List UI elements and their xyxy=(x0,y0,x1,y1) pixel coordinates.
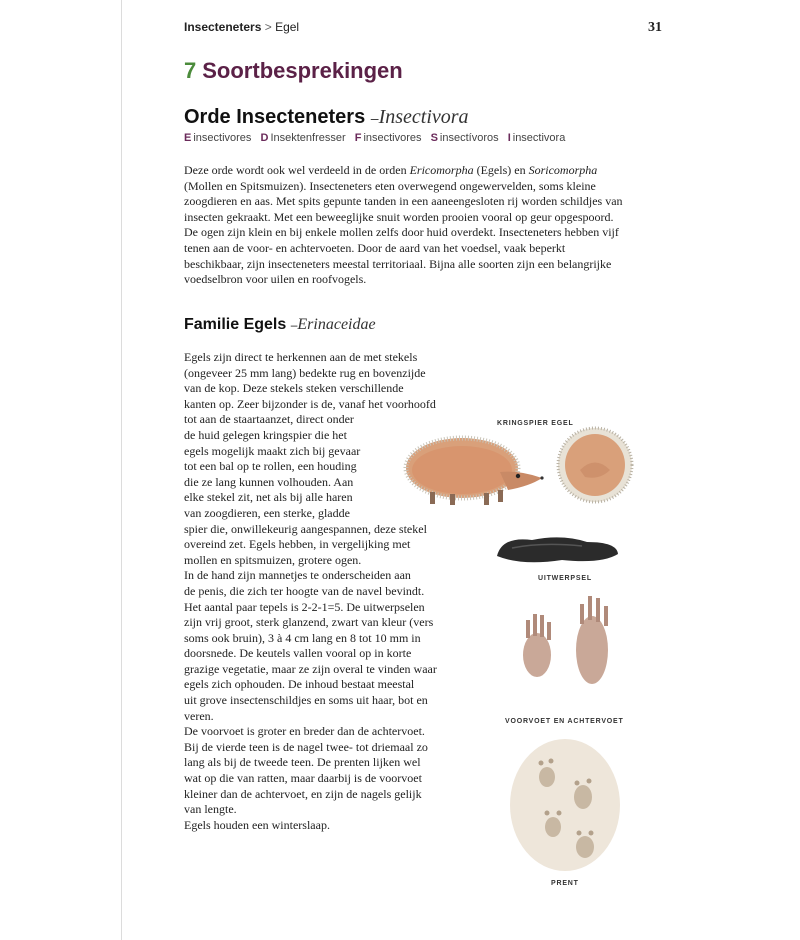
lang-code: F xyxy=(354,132,362,144)
lang-term: insectivores xyxy=(193,132,252,144)
header-section: Insecteneters xyxy=(184,20,262,34)
chapter-number: 7 xyxy=(184,58,197,83)
text-line: De voorvoet is groter en breder dan de achtervoet. xyxy=(184,724,425,739)
text-line: lang als bij de tweede teen. De prenten lijken wel xyxy=(184,755,421,770)
text-line: Bij de vierde teen is de nagel twee- tot driemaal zo xyxy=(184,739,428,754)
text-line: tot een bal op te rollen, een houding xyxy=(184,459,357,474)
text-line: van de kop. Deze stekels steken verschillende xyxy=(184,381,404,396)
text-line: overeind zet. Egels hebben, in vergelijking met xyxy=(184,537,411,552)
order-heading xyxy=(184,106,469,129)
text-line: spier die, onwillekeurig aangespannen, deze stekel xyxy=(184,521,427,536)
curled-hedgehog-illustration xyxy=(555,425,635,505)
text-line: tot aan de staartaanzet, direct onder xyxy=(184,412,354,427)
text-line: In de hand zijn mannetjes te onderscheiden aan xyxy=(184,568,411,583)
text-line: die ze lang kunnen volhouden. Aan xyxy=(184,474,354,489)
text-line: egels zich ophouden. De inhoud bestaat meestal xyxy=(184,677,415,692)
running-header xyxy=(184,20,662,34)
page-number: 31 xyxy=(648,20,662,35)
lang-term: insectivores xyxy=(363,132,422,144)
text-line: soms ook bruin), 3 à 4 cm lang en 8 tot 10 mm in xyxy=(184,630,421,645)
latin-term: Ericomorpha xyxy=(409,163,474,177)
text-line: (ongeveer 25 mm lang) bedekte rug en bovenzijde xyxy=(184,365,426,380)
caption-kringspier: KRINGSPIER EGEL xyxy=(497,420,574,427)
lang-term: insectívoros xyxy=(439,132,499,144)
caption-uitwerpsel: UITWERPSEL xyxy=(538,575,592,582)
text-line: doorsnede. De keutels vallen vooral op in korte xyxy=(184,646,412,661)
text-line: uit grove insectenschildjes en soms uit haar, bot en xyxy=(184,693,428,708)
text-line: Egels houden een winterslaap. xyxy=(184,817,330,832)
text-line: de penis, die zich ter hoogte van de navel bevindt. xyxy=(184,583,425,598)
lang-code: S xyxy=(430,132,438,144)
text-line: zijn vrij groot, sterk glanzend, zwart van kleur (vers xyxy=(184,615,434,630)
text-line: van zoogdieren, een sterke, gladde xyxy=(184,505,350,520)
feet-illustration xyxy=(512,590,622,700)
text-line: egels mogelijk maakt zich bij gevaar xyxy=(184,443,361,458)
text-line: van lengte. xyxy=(184,802,237,817)
text-line: kleiner dan de achtervoet, en zijn de nagels gelijk xyxy=(184,786,422,801)
lang-code: I xyxy=(507,132,511,144)
text-line: veren. xyxy=(184,708,214,723)
caption-voeten: VOORVOET EN ACHTERVOET xyxy=(505,718,624,725)
text-line: Het aantal paar tepels is 2-2-1=5. De uitwerpselen xyxy=(184,599,425,614)
latin-term: Soricomorpha xyxy=(528,163,598,177)
chapter-title: Soortbesprekingen xyxy=(202,58,403,83)
text-line: de huid gelegen kringspier die het xyxy=(184,427,347,442)
text-line: kanten op. Zeer bijzonder is de, vanaf het voorhoofd xyxy=(184,396,436,411)
header-separator: > xyxy=(264,20,272,34)
text-line: wat op die van ratten, maar daarbij is de voorvoet xyxy=(184,771,422,786)
order-dash: – xyxy=(370,110,379,126)
text-line: grazige vegetatie, maar ze zijn overal te vinden waar xyxy=(184,661,437,676)
family-name: Familie Egels xyxy=(184,316,287,333)
family-heading xyxy=(184,316,376,334)
lang-term: Insektenfresser xyxy=(270,132,346,144)
chapter-heading xyxy=(184,58,403,84)
caption-prent: PRENT xyxy=(551,880,579,887)
lang-term: insectivora xyxy=(512,132,566,144)
family-latin-name: Erinaceidae xyxy=(297,316,376,333)
order-name: Orde Insecteneters xyxy=(184,106,366,128)
hedgehog-illustration xyxy=(400,420,550,510)
track-print-illustration xyxy=(505,735,625,875)
lang-code: E xyxy=(184,132,192,144)
text-run: Deze orde wordt ook wel verdeeld in de orden xyxy=(184,163,410,177)
lang-code: D xyxy=(260,132,269,144)
droppings-illustration xyxy=(492,528,622,568)
text-line: mollen en spitsmuizen, grotere ogen. xyxy=(184,552,362,567)
text-line: elke stekel zit, net als bij alle haren xyxy=(184,490,353,505)
text-line: Egels zijn direct te herkennen aan de met stekels xyxy=(184,350,418,364)
text-run: (Egels) en xyxy=(473,163,529,177)
order-translations xyxy=(184,132,571,144)
order-description xyxy=(184,163,624,288)
page-margin-rule xyxy=(121,0,122,940)
text-run: (Mollen en Spitsmuizen). Insecteneters eten overwegend ongewervelden, soms kleine zoogdieren en aas. Met spits gepunte tanden in een aaneengesloten rij worden schildjes van insecten gekraakt. Met een beweeglijke snuit worden prooien vooral op geur opgespoord. De ogen zijn klein en bij enkele mollen zelfs door huid overdekt. Insecteneters hebben vijf tenen aan de voor- en achtervoeten. Door de aard van het voedsel, vaak beperkt beschikbaar, zijn insecteneters meestal territoriaal. Bijna alle soorten zijn een belangrijke voedselbron voor uilen en roofvogels. xyxy=(184,178,623,287)
header-subsection: Egel xyxy=(275,20,300,34)
order-latin-name: Insectivora xyxy=(378,106,469,128)
family-dash: – xyxy=(290,318,298,332)
